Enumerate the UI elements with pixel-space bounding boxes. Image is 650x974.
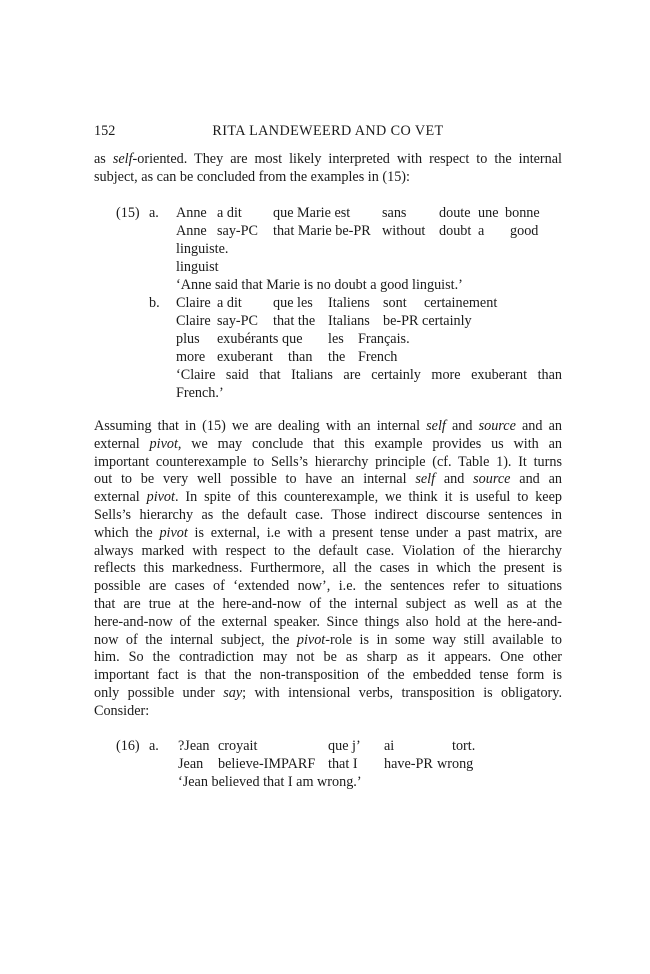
body-line: now of the internal subject, the pivot-role is in some way still available to [94,631,563,648]
gloss-row-french: ?Jean croyait que j’ ai tort. [178,738,476,754]
body-line: only possible under say; with intensional verbs, transposition is obligatory. [94,684,563,701]
gloss-row-french: Claire a dit que les Italiens sont certainement [176,295,498,311]
gloss-row-english: Claire say-PC that the Italians be-PR certainly [176,313,472,329]
example-label-a: a. [149,738,159,754]
gloss-row-french: Anne a dit que Marie est sans doute une bonne [176,205,540,221]
body-line: that are true at the here-and-now of the internal subject as well as at the [94,595,562,612]
page-number: 152 [94,123,116,139]
gloss-translation: ‘Claire said that Italians are certainly more exuberant than [176,367,562,383]
example-label-a: a. [149,205,159,221]
body-line: here-and-now of the external speaker. Since things also hold at the here-and- [94,613,562,630]
body-line: him. So the contradiction may not be as sharp as it appears. One other [94,649,562,666]
body-line: always marked with respect to the default case. Violation of the hierarchy [94,542,562,559]
running-title: RITA LANDEWEERD AND CO VET [212,123,444,139]
body-line: reflects this markedness. Furthermore, all the cases in which the present is [94,560,562,577]
body-line: out to be very well possible to have an internal self and source and an [94,471,562,488]
intro-line-2: subject, as can be concluded from the examples in (15): [94,168,410,185]
body-line: Assuming that in (15) we are dealing with an internal self and source and an [94,418,562,434]
gloss-row-english: Jean believe-IMPARF that I have-PR wrong [178,756,474,772]
example-number: (15) [116,205,140,221]
body-line: external pivot, we may conclude that this example provides us with an [94,435,562,452]
gloss-row-french: plus exubérants que les Français. [176,331,410,347]
body-line: external pivot. In spite of this counterexample, we think it is useful to keep [94,489,562,506]
body-line: possible are cases of ‘extended now’, i.e. the sentences refer to situations [94,578,562,595]
example-label-b: b. [149,295,160,311]
body-line: Consider: [94,702,150,719]
gloss-row-english: Anne say-PC that Marie be-PR without doubt a good [176,223,539,239]
intro-line-1: as self-oriented. They are most likely interpreted with respect to the internal [94,151,562,167]
gloss-row-english: more exuberant than the French [176,349,398,365]
example-number: (16) [116,738,140,754]
body-line: which the pivot is external, i.e with a present tense under a past matrix, are [94,524,562,541]
body-paragraph [94,418,562,721]
gloss-translation: French.’ [176,385,224,401]
body-line: important counterexample to Sells’s hierarchy principle (cf. Table 1). It turns [94,453,562,470]
body-line: Sells’s hierarchy as the default case. Those indirect discourse sentences in [94,506,562,523]
page-header [94,123,562,141]
intro-paragraph [94,151,562,187]
body-line: important fact is that the non-transposition of the embedded tense form is [94,667,562,684]
